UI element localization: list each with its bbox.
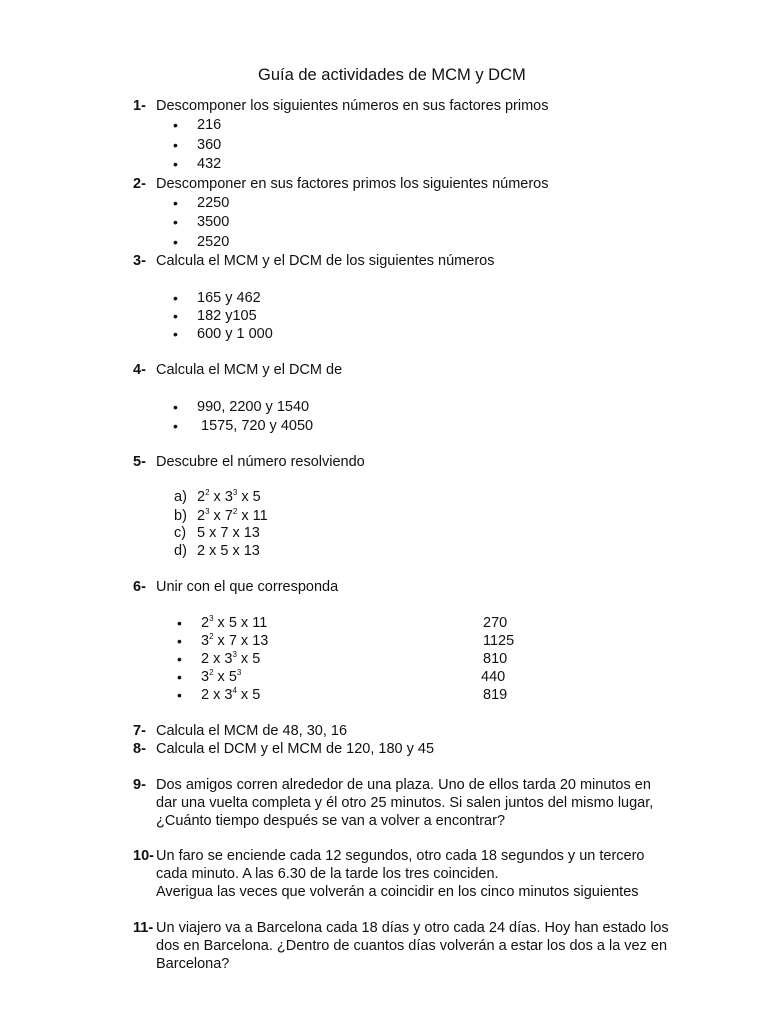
list-label: a) [174, 489, 187, 505]
question-number: 4- [133, 362, 146, 378]
question-number: 8- [133, 741, 146, 757]
bullet-icon: • [173, 290, 178, 306]
question-text: Unir con el que corresponda [156, 579, 339, 595]
list-item: 3500 [197, 214, 230, 230]
bullet-icon: • [173, 137, 178, 153]
match-left-item: 2 x $3^4$ x 5 [201, 686, 261, 703]
bullet-icon: • [177, 633, 182, 649]
question-number: 9- [133, 777, 146, 793]
bullet-icon: • [173, 117, 178, 133]
question-number: 5- [133, 454, 146, 470]
question-number: 10- [133, 848, 154, 864]
list-label: d) [174, 543, 187, 559]
match-right-item: 1125 [483, 633, 515, 649]
bullet-icon: • [173, 195, 178, 211]
question-text: Descomponer en sus factores primos los siguientes números [156, 176, 549, 192]
question-text: Calcula el MCM y el DCM de [156, 362, 343, 378]
question-number: 6- [133, 579, 146, 595]
question-number: 3- [133, 253, 146, 269]
question-number: 2- [133, 176, 146, 192]
list-item: 5 x 7 x 13 [197, 525, 260, 541]
match-right-item: 440 [481, 669, 506, 685]
question-line: dos en Barcelona. ¿Dentro de cuantos días volverán a estar los dos a la vez en [156, 938, 668, 954]
list-item: 216 [197, 117, 222, 133]
question-line: Averigua las veces que volverán a coincidir en los cinco minutos siguientes [156, 884, 639, 900]
list-item: 2250 [197, 195, 230, 211]
question-line: Un viajero va a Barcelona cada 18 días y otro cada 24 días. Hoy han estado los [156, 920, 669, 936]
bullet-icon: • [173, 234, 178, 250]
question-number: 1- [133, 98, 146, 114]
bullet-icon: • [177, 651, 182, 667]
list-item: 165 y 462 [197, 290, 261, 306]
question-number: 7- [133, 723, 146, 739]
list-item: 2 x 5 x 13 [197, 543, 260, 559]
list-item: 360 [197, 137, 222, 153]
list-item: 432 [197, 156, 222, 172]
match-left-item: $3^2$ x 7 x 13 [201, 632, 269, 649]
question-number: 11- [133, 920, 154, 936]
list-item: 1575, 720 y 4050 [201, 418, 314, 434]
question-text: Calcula el DCM y el MCM de 120, 180 y 45 [156, 741, 435, 757]
question-line: Un faro se enciende cada 12 segundos, otro cada 18 segundos y un tercero [156, 848, 645, 864]
list-item: $2^3$ x $7^2$ x 11 [197, 507, 268, 524]
bullet-icon: • [173, 418, 178, 434]
question-line: Dos amigos corren alrededor de una plaza. Uno de ellos tarda 20 minutos en [156, 777, 651, 793]
list-item: 182 y105 [197, 308, 257, 324]
bullet-icon: • [173, 156, 178, 172]
match-right-item: 270 [483, 615, 508, 631]
match-left-item: $3^2$ x $5^3$ [201, 668, 242, 685]
question-text: Calcula el MCM de 48, 30, 16 [156, 723, 348, 739]
match-left-item: $2^3$ x 5 x 11 [201, 614, 268, 631]
match-right-item: 810 [483, 651, 508, 667]
bullet-icon: • [173, 214, 178, 230]
question-line: Barcelona? [156, 956, 230, 972]
list-label: c) [174, 525, 187, 541]
bullet-icon: • [173, 308, 178, 324]
bullet-icon: • [177, 687, 182, 703]
match-right-item: 819 [483, 687, 508, 703]
question-text: Calcula el MCM y el DCM de los siguientes números [156, 253, 495, 269]
question-line: cada minuto. A las 6.30 de la tarde los tres coinciden. [156, 866, 499, 882]
match-left-item: 2 x $3^3$ x 5 [201, 650, 261, 667]
page-title: Guía de actividades de MCM y DCM [258, 66, 526, 84]
question-line: dar una vuelta completa y él otro 25 minutos. Si salen juntos del mismo lugar, [156, 795, 654, 811]
bullet-icon: • [173, 399, 178, 415]
list-item: 600 y 1 000 [197, 326, 273, 342]
question-text: Descomponer los siguientes números en sus factores primos [156, 98, 549, 114]
list-item: 2520 [197, 234, 230, 250]
bullet-icon: • [173, 326, 178, 342]
bullet-icon: • [177, 615, 182, 631]
question-line: ¿Cuánto tiempo después se van a volver a encontrar? [156, 813, 506, 829]
list-item: $2^2$ x $3^3$ x 5 [197, 488, 261, 505]
question-text: Descubre el número resolviendo [156, 454, 365, 470]
list-label: b) [174, 508, 187, 524]
bullet-icon: • [177, 669, 182, 685]
list-item: 990, 2200 y 1540 [197, 399, 310, 415]
